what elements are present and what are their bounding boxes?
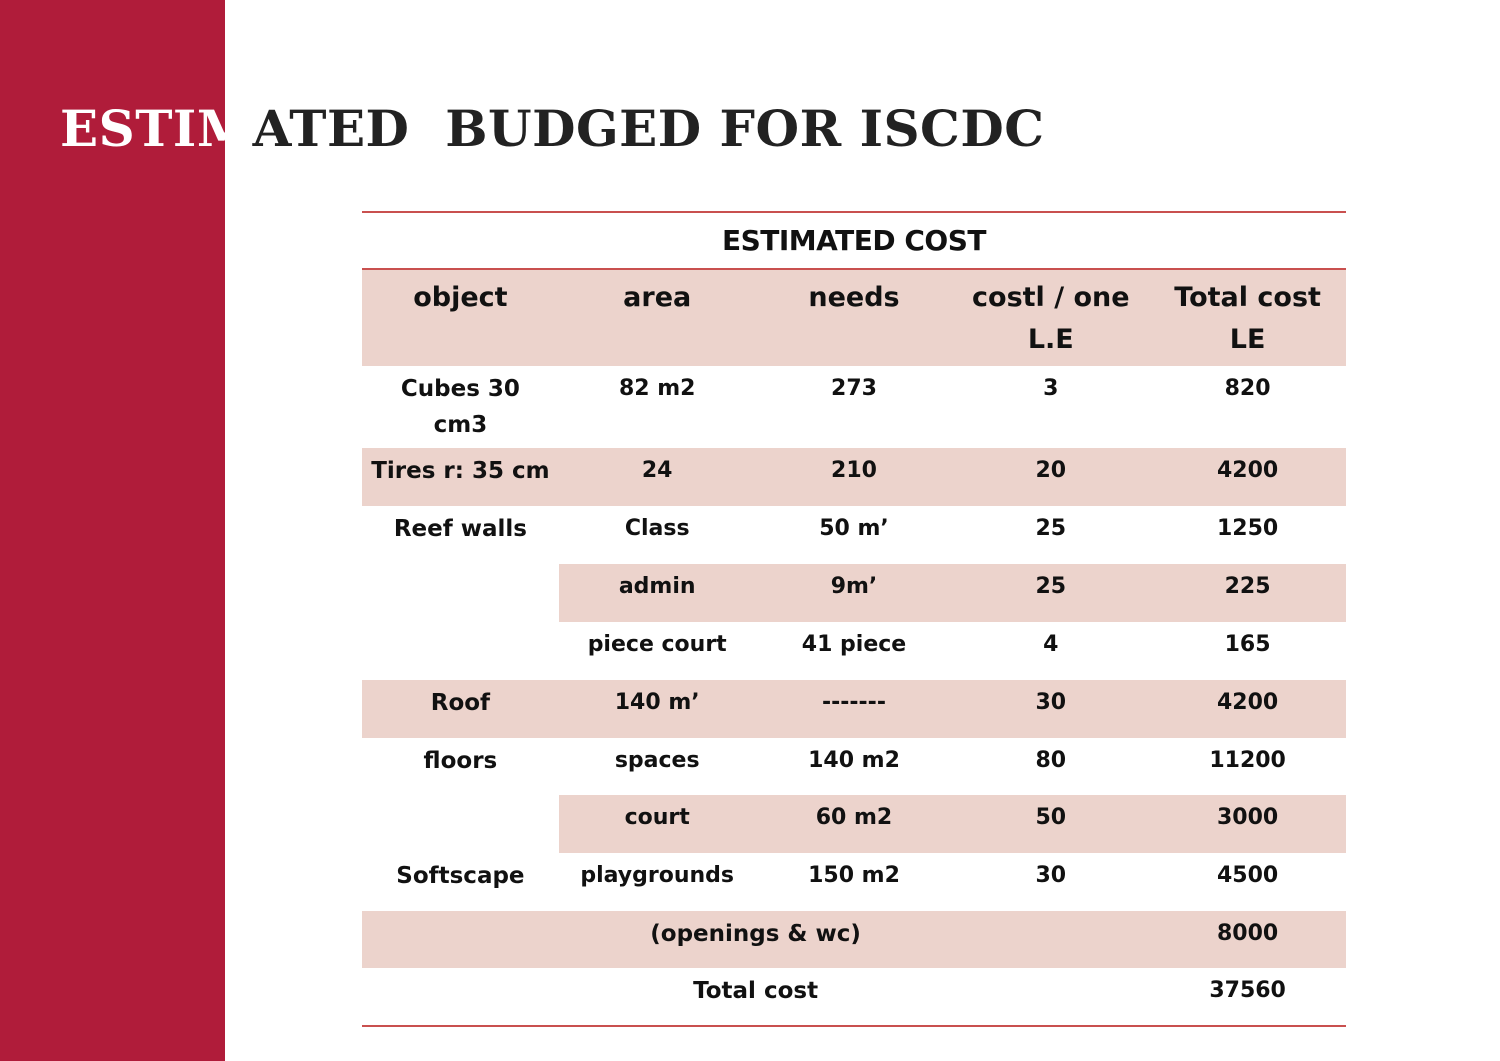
header-area: area bbox=[559, 269, 756, 366]
cell-area: admin bbox=[559, 564, 756, 622]
cell-needs: 273 bbox=[831, 376, 877, 401]
cell-cost: 25 bbox=[1035, 516, 1067, 541]
cell-needs: 41 piece bbox=[801, 632, 907, 657]
title-segment-rest: ATED bbox=[252, 99, 410, 158]
table-row-reef-class bbox=[362, 506, 1346, 564]
cell-total: 4500 bbox=[1216, 863, 1279, 888]
cell-cost: 30 bbox=[1035, 863, 1067, 888]
cell-area: court bbox=[559, 795, 756, 853]
cell-object: floors bbox=[423, 748, 498, 774]
cell-cost: 25 bbox=[952, 564, 1149, 622]
cell-object: Reef walls bbox=[393, 516, 527, 542]
cell-object-empty bbox=[362, 564, 559, 622]
cell-total: 1250 bbox=[1216, 516, 1279, 541]
cell-needs: 9m’ bbox=[756, 564, 953, 622]
cell-object: Roof bbox=[430, 690, 491, 716]
table-caption: ESTIMATED COST bbox=[362, 212, 1346, 269]
table-row-reef-piece-court bbox=[362, 622, 1346, 680]
cell-total: 4200 bbox=[1216, 690, 1279, 715]
cell-needs: 210 bbox=[831, 458, 877, 483]
table-row-floors-spaces bbox=[362, 738, 1346, 795]
cell-needs: ------- bbox=[822, 690, 886, 715]
cell-total: 4200 bbox=[1216, 458, 1279, 483]
header-total-line1: Total cost bbox=[1174, 282, 1321, 313]
cell-openings-label: (openings & wc) bbox=[650, 921, 861, 947]
page-title bbox=[60, 98, 1045, 160]
header-total bbox=[1149, 269, 1346, 366]
header-cost-line2: L.E bbox=[1027, 324, 1074, 355]
cell-grand-total-label: Total cost bbox=[362, 968, 1149, 1026]
cell-total: 225 bbox=[1149, 564, 1346, 622]
cell-area: 24 bbox=[641, 458, 673, 483]
cell-needs: 150 m2 bbox=[808, 863, 900, 888]
cell-total: 165 bbox=[1224, 632, 1271, 657]
cell-area: 82 m2 bbox=[618, 376, 696, 401]
cell-area: 140 m’ bbox=[614, 690, 700, 715]
cell-object: Softscape bbox=[396, 863, 525, 889]
table-row-tires bbox=[362, 448, 1346, 506]
header-needs: needs bbox=[756, 269, 953, 366]
table-row-openings bbox=[362, 911, 1346, 968]
table-row-roof bbox=[362, 680, 1346, 738]
cell-needs: 50 m’ bbox=[819, 516, 889, 541]
title-segment-budget: BUDGED FOR ISCDC bbox=[445, 99, 1045, 158]
title-segment-on-bar: ESTIM bbox=[60, 99, 253, 158]
table-row-reef-admin bbox=[362, 564, 1346, 622]
table-row-floors-court bbox=[362, 795, 1346, 853]
cell-total: 11200 bbox=[1209, 748, 1286, 773]
cell-object-empty bbox=[362, 622, 559, 680]
cell-cost: 30 bbox=[1035, 690, 1067, 715]
cell-object-line1: Cubes 30 bbox=[400, 376, 520, 402]
cell-area: piece court bbox=[587, 632, 727, 657]
cell-object-empty bbox=[362, 795, 559, 853]
cell-object-line2: cm3 bbox=[433, 412, 488, 438]
cell-grand-total-value: 37560 bbox=[1149, 968, 1346, 1026]
header-total-line2: LE bbox=[1229, 324, 1266, 355]
header-cost-line1: costl / one bbox=[972, 282, 1130, 313]
cell-openings-total: 8000 bbox=[1216, 921, 1279, 946]
table-caption-row bbox=[362, 212, 1346, 269]
cell-total: 820 bbox=[1224, 376, 1271, 401]
cell-cost: 20 bbox=[1035, 458, 1067, 483]
table-row-grand-total bbox=[362, 968, 1346, 1026]
cell-needs: 140 m2 bbox=[808, 748, 900, 773]
cell-object: Tires r: 35 cm bbox=[371, 458, 550, 484]
cell-object bbox=[362, 366, 559, 448]
cell-needs: 60 m2 bbox=[756, 795, 953, 853]
cell-cost: 80 bbox=[1035, 748, 1067, 773]
cell-area: playgrounds bbox=[580, 863, 735, 888]
cell-area: spaces bbox=[614, 748, 700, 773]
cell-cost: 3 bbox=[1043, 376, 1059, 401]
cell-total: 3000 bbox=[1149, 795, 1346, 853]
header-cost bbox=[952, 269, 1149, 366]
cell-cost: 4 bbox=[1043, 632, 1059, 657]
estimated-cost-table bbox=[362, 211, 1346, 1027]
cell-cost: 50 bbox=[952, 795, 1149, 853]
cell-area: Class bbox=[624, 516, 690, 541]
header-object: object bbox=[362, 269, 559, 366]
table-header-row bbox=[362, 269, 1346, 366]
table-row-softscape bbox=[362, 853, 1346, 911]
table-row-cubes bbox=[362, 366, 1346, 448]
